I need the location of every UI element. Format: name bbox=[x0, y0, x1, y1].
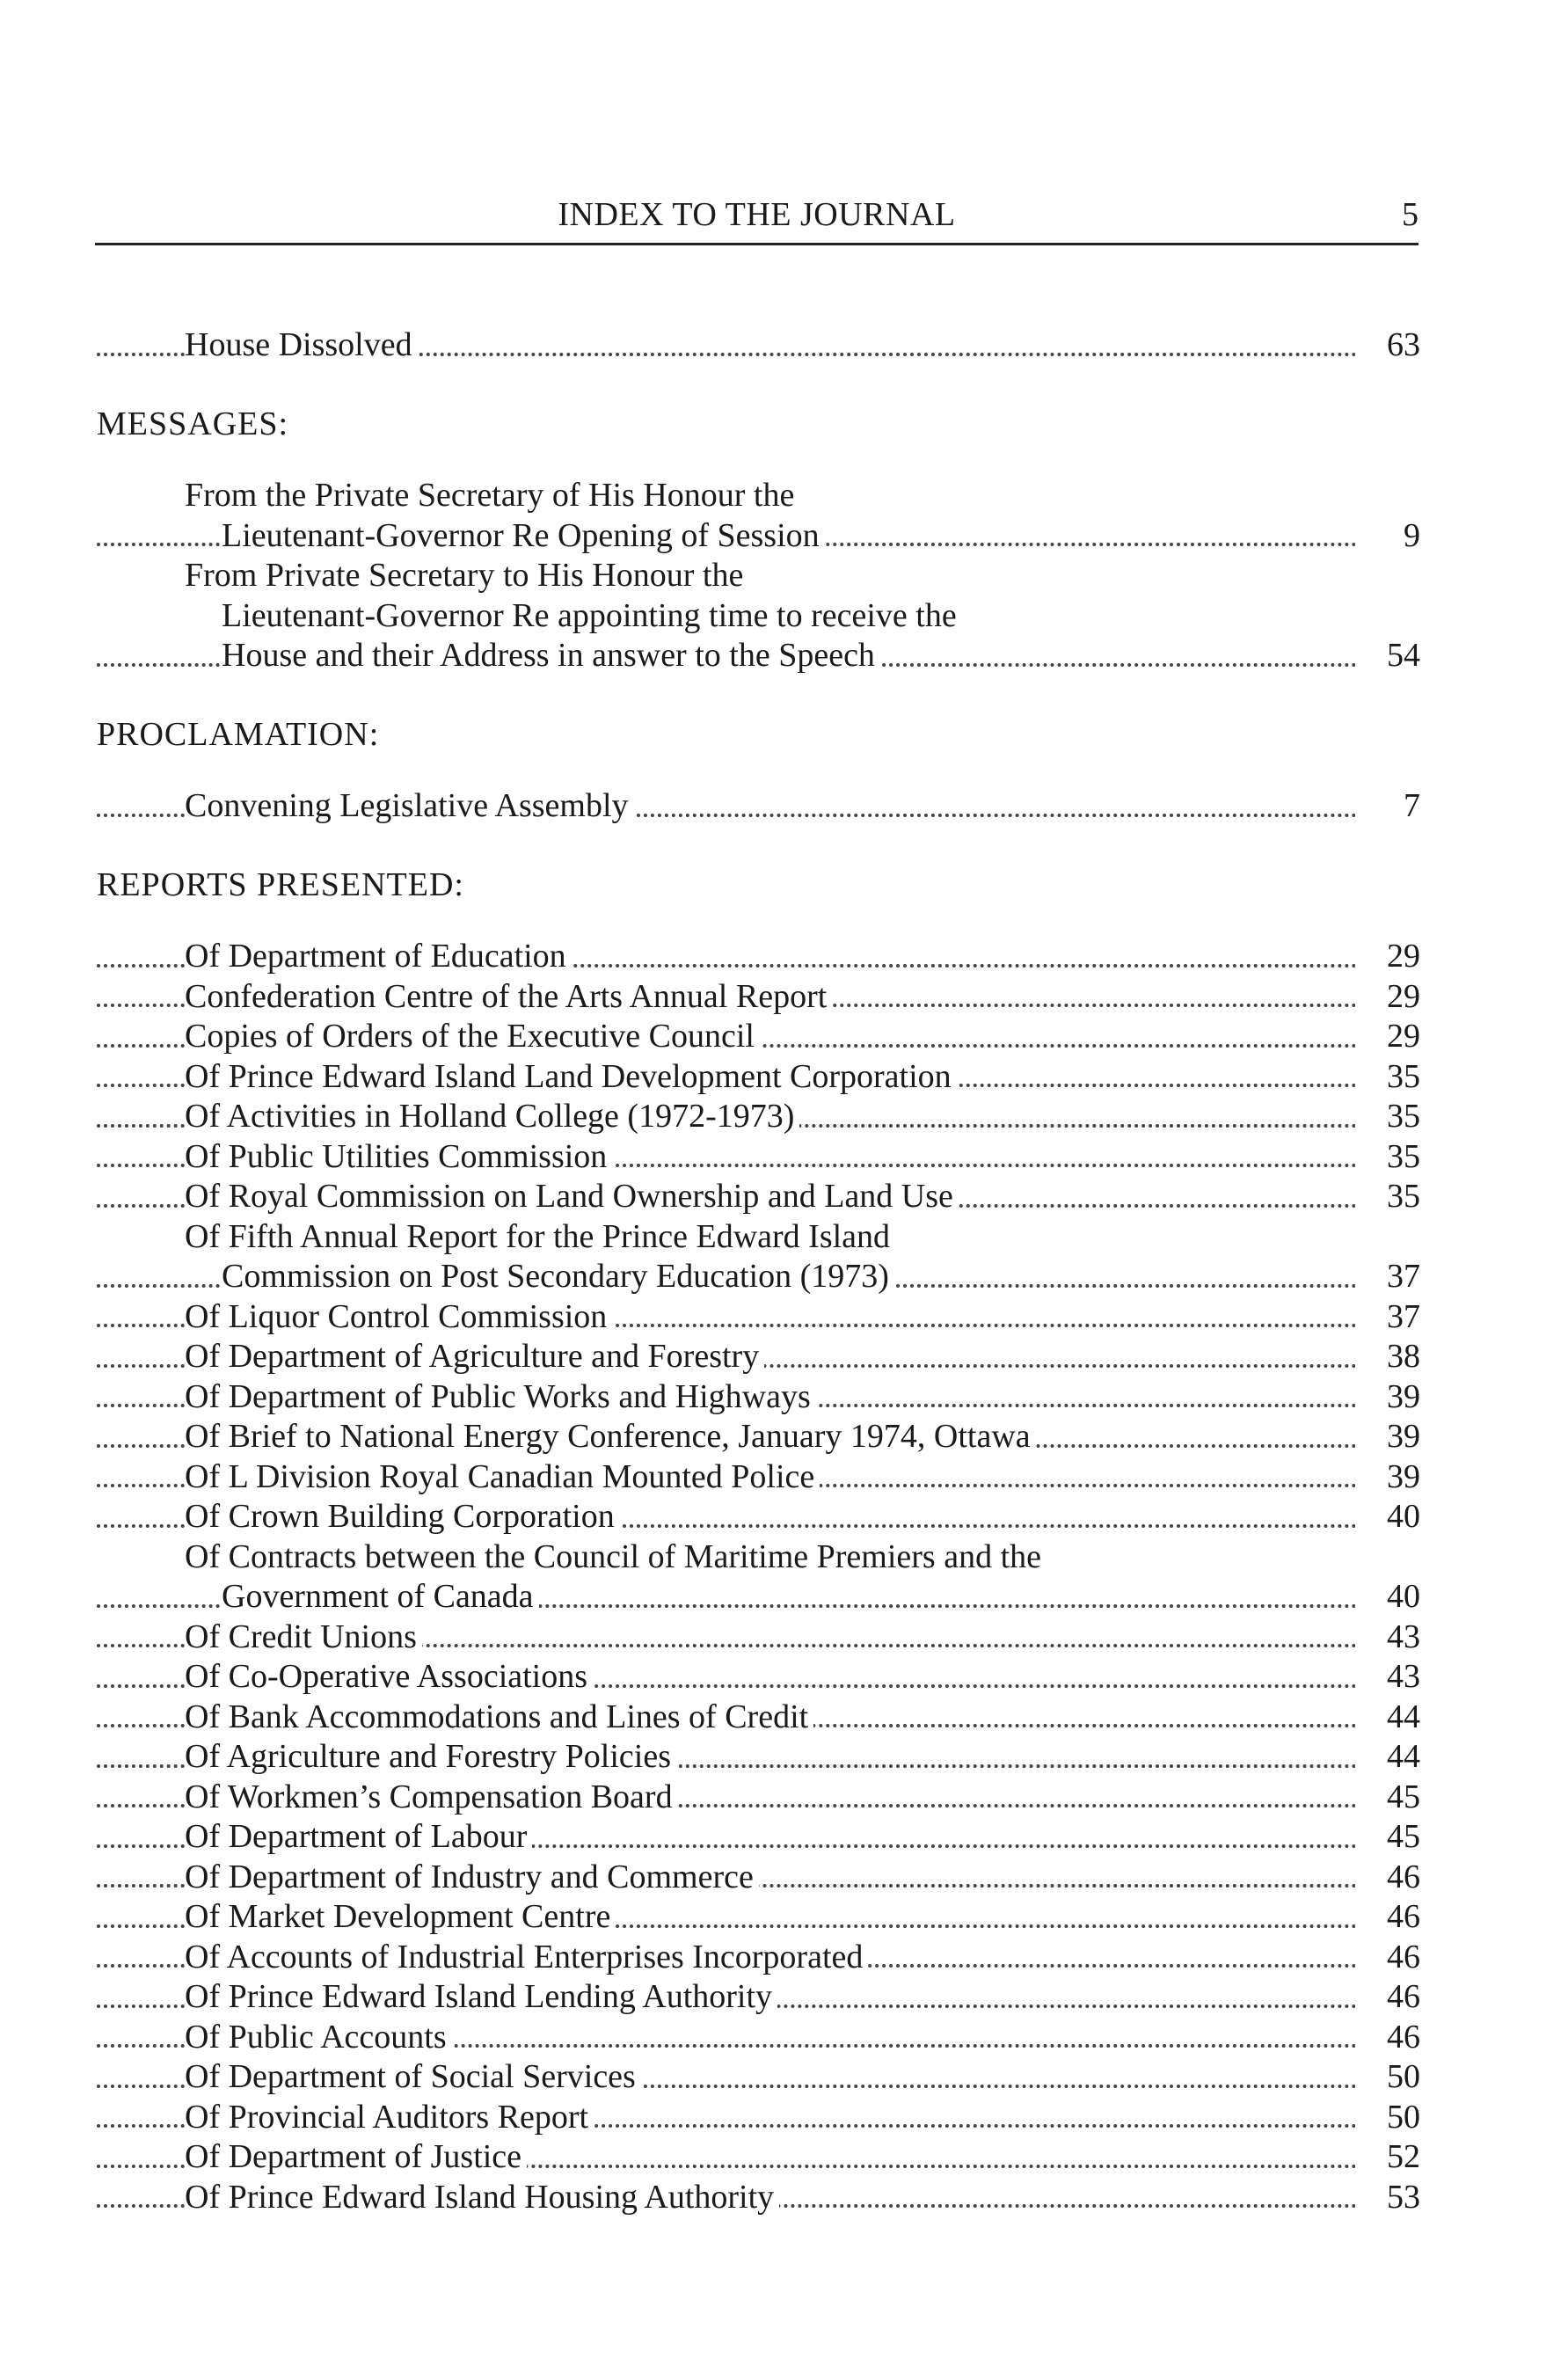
section-heading: PROCLAMATION: bbox=[97, 715, 380, 753]
index-entry bbox=[97, 1257, 1420, 1297]
index-entry bbox=[97, 786, 1420, 827]
index-entry bbox=[97, 1657, 1420, 1698]
entry-label: Commission on Post Secondary Education (1973) bbox=[222, 1258, 894, 1295]
index-entry-house-dissolved bbox=[97, 325, 1420, 366]
entry-label: Of Co-Operative Associations bbox=[185, 1658, 593, 1695]
entry-page-number: 63 bbox=[1355, 325, 1420, 366]
entry-page-number: 44 bbox=[1355, 1737, 1420, 1778]
index-entry bbox=[97, 1097, 1420, 1137]
page-title: INDEX TO THE JOURNAL bbox=[558, 196, 956, 233]
entry-label: Of Public Utilities Commission bbox=[185, 1138, 612, 1175]
index-entry bbox=[97, 2057, 1420, 2098]
index-entry bbox=[97, 2178, 1420, 2218]
entry-label: Of Department of Justice bbox=[185, 2138, 527, 2175]
index-entry bbox=[97, 937, 1420, 977]
entry-page-number: 43 bbox=[1355, 1617, 1420, 1658]
entry-label: Of Department of Social Services bbox=[185, 2058, 641, 2095]
entry-page-number: 35 bbox=[1355, 1097, 1420, 1137]
index-entry bbox=[97, 1377, 1420, 1418]
index-entry bbox=[97, 2137, 1420, 2178]
entry-page-number: 7 bbox=[1355, 786, 1420, 827]
index-entry bbox=[97, 1778, 1420, 1818]
index-entry-line bbox=[97, 1537, 1420, 1578]
index-entry bbox=[97, 1617, 1420, 1658]
entry-label: Of Contracts between the Council of Maritime Premiers and the bbox=[185, 1538, 1047, 1575]
entry-label: Of Workmen’s Compensation Board bbox=[185, 1778, 678, 1815]
entry-label: Of Agriculture and Forestry Policies bbox=[185, 1738, 676, 1775]
entry-page-number: 35 bbox=[1355, 1057, 1420, 1098]
index-entry bbox=[97, 977, 1420, 1018]
entry-label: Of Fifth Annual Report for the Prince Edward Island bbox=[185, 1218, 895, 1255]
index-entry bbox=[97, 1897, 1420, 1938]
index-entry-line bbox=[97, 556, 1420, 596]
entry-label: Of Market Development Centre bbox=[185, 1898, 616, 1935]
entry-page-number: 46 bbox=[1355, 1938, 1420, 1978]
entry-label: Of Liquor Control Commission bbox=[185, 1298, 612, 1335]
entry-label: Government of Canada bbox=[222, 1578, 539, 1615]
entry-page-number: 43 bbox=[1355, 1657, 1420, 1698]
entry-page-number: 46 bbox=[1355, 1897, 1420, 1938]
index-entry bbox=[97, 1137, 1420, 1178]
entry-page-number: 40 bbox=[1355, 1497, 1420, 1537]
index-entry bbox=[97, 1938, 1420, 1978]
index-entry bbox=[97, 2098, 1420, 2138]
section-heading: REPORTS PRESENTED: bbox=[97, 865, 464, 903]
entry-page-number: 50 bbox=[1355, 2057, 1420, 2098]
entry-page-number: 35 bbox=[1355, 1137, 1420, 1178]
entry-page-number: 39 bbox=[1355, 1377, 1420, 1418]
entry-page-number: 37 bbox=[1355, 1257, 1420, 1297]
entry-label: Lieutenant-Governor Re appointing time to receive the bbox=[222, 597, 962, 634]
entry-label: Of Prince Edward Island Land Development Corporation bbox=[185, 1058, 957, 1095]
index-entry bbox=[97, 1177, 1420, 1217]
entry-page-number: 37 bbox=[1355, 1297, 1420, 1338]
entry-label: Of Provincial Auditors Report bbox=[185, 2099, 594, 2136]
entry-page-number: 50 bbox=[1355, 2098, 1420, 2138]
entry-page-number: 46 bbox=[1355, 1977, 1420, 2018]
entry-page-number: 38 bbox=[1355, 1337, 1420, 1377]
index-entry bbox=[97, 1817, 1420, 1858]
index-content bbox=[97, 325, 1420, 2217]
entry-label: Of Brief to National Energy Conference, January 1974, Ottawa bbox=[185, 1418, 1036, 1455]
entry-label: Of Department of Industry and Commerce bbox=[185, 1858, 759, 1895]
index-entry-line bbox=[97, 1217, 1420, 1258]
entry-page-number: 46 bbox=[1355, 2018, 1420, 2058]
index-entry bbox=[97, 1977, 1420, 2018]
entry-page-number: 53 bbox=[1355, 2178, 1420, 2218]
index-entry bbox=[97, 1337, 1420, 1377]
entry-label: Of Activities in Holland College (1972-1973) bbox=[185, 1098, 799, 1135]
entry-page-number: 29 bbox=[1355, 937, 1420, 977]
entry-page-number: 54 bbox=[1355, 636, 1420, 676]
entry-page-number: 45 bbox=[1355, 1778, 1420, 1818]
entry-page-number: 40 bbox=[1355, 1577, 1420, 1617]
entry-page-number: 46 bbox=[1355, 1858, 1420, 1898]
entry-label: Of Accounts of Industrial Enterprises Incorporated bbox=[185, 1939, 868, 1975]
entry-label: Of Prince Edward Island Lending Authority bbox=[185, 1978, 777, 2015]
entry-page-number: 29 bbox=[1355, 977, 1420, 1018]
index-entry bbox=[97, 1417, 1420, 1457]
entry-label: Copies of Orders of the Executive Council bbox=[185, 1018, 760, 1055]
entry-page-number: 44 bbox=[1355, 1698, 1420, 1738]
entry-label: Of Public Accounts bbox=[185, 2019, 452, 2056]
entry-label: House and their Address in answer to the Speech bbox=[222, 637, 880, 674]
running-header bbox=[95, 190, 1418, 245]
index-entry-line bbox=[97, 476, 1420, 516]
page-number: 5 bbox=[1402, 196, 1418, 233]
section-heading: MESSAGES: bbox=[97, 405, 289, 442]
entry-page-number: 45 bbox=[1355, 1817, 1420, 1858]
entry-label: Of Prince Edward Island Housing Authority bbox=[185, 2179, 779, 2216]
entry-label: Of Royal Commission on Land Ownership and Land Use bbox=[185, 1178, 959, 1215]
entry-page-number: 29 bbox=[1355, 1017, 1420, 1057]
index-entry bbox=[97, 1577, 1420, 1617]
entry-label: Lieutenant-Governor Re Opening of Session bbox=[222, 517, 825, 554]
index-entry bbox=[97, 1737, 1420, 1778]
entry-label: Of Crown Building Corporation bbox=[185, 1498, 620, 1535]
entry-label: House Dissolved bbox=[185, 326, 418, 363]
index-entry bbox=[97, 1858, 1420, 1898]
index-entry bbox=[97, 1698, 1420, 1738]
entry-page-number: 39 bbox=[1355, 1417, 1420, 1457]
index-entry bbox=[97, 1017, 1420, 1057]
entry-page-number: 35 bbox=[1355, 1177, 1420, 1217]
entry-page-number: 39 bbox=[1355, 1457, 1420, 1498]
entry-label: Convening Legislative Assembly bbox=[185, 787, 634, 824]
index-entry bbox=[97, 636, 1420, 676]
entry-label: Of Department of Education bbox=[185, 938, 572, 975]
entry-page-number: 9 bbox=[1355, 516, 1420, 557]
index-entry bbox=[97, 1497, 1420, 1537]
index-entry bbox=[97, 1457, 1420, 1498]
index-entry bbox=[97, 2018, 1420, 2058]
entry-page-number: 52 bbox=[1355, 2137, 1420, 2178]
entry-label: Of Department of Agriculture and Forestry bbox=[185, 1338, 764, 1375]
index-entry-line bbox=[97, 596, 1420, 637]
entry-label: Of Bank Accommodations and Lines of Credit bbox=[185, 1698, 813, 1735]
entry-label: From the Private Secretary of His Honour the bbox=[185, 477, 799, 514]
entry-label: Of Department of Labour bbox=[185, 1818, 532, 1855]
index-sections bbox=[97, 405, 1420, 2218]
entry-label: Of L Division Royal Canadian Mounted Police bbox=[185, 1458, 820, 1495]
entry-label: Confederation Centre of the Arts Annual Report bbox=[185, 978, 832, 1015]
index-entry bbox=[97, 1297, 1420, 1338]
entry-label: Of Credit Unions bbox=[185, 1618, 422, 1655]
index-entry bbox=[97, 1057, 1420, 1098]
index-entry bbox=[97, 516, 1420, 557]
entry-label: Of Department of Public Works and Highways bbox=[185, 1378, 816, 1415]
entry-label: From Private Secretary to His Honour the bbox=[185, 557, 748, 594]
